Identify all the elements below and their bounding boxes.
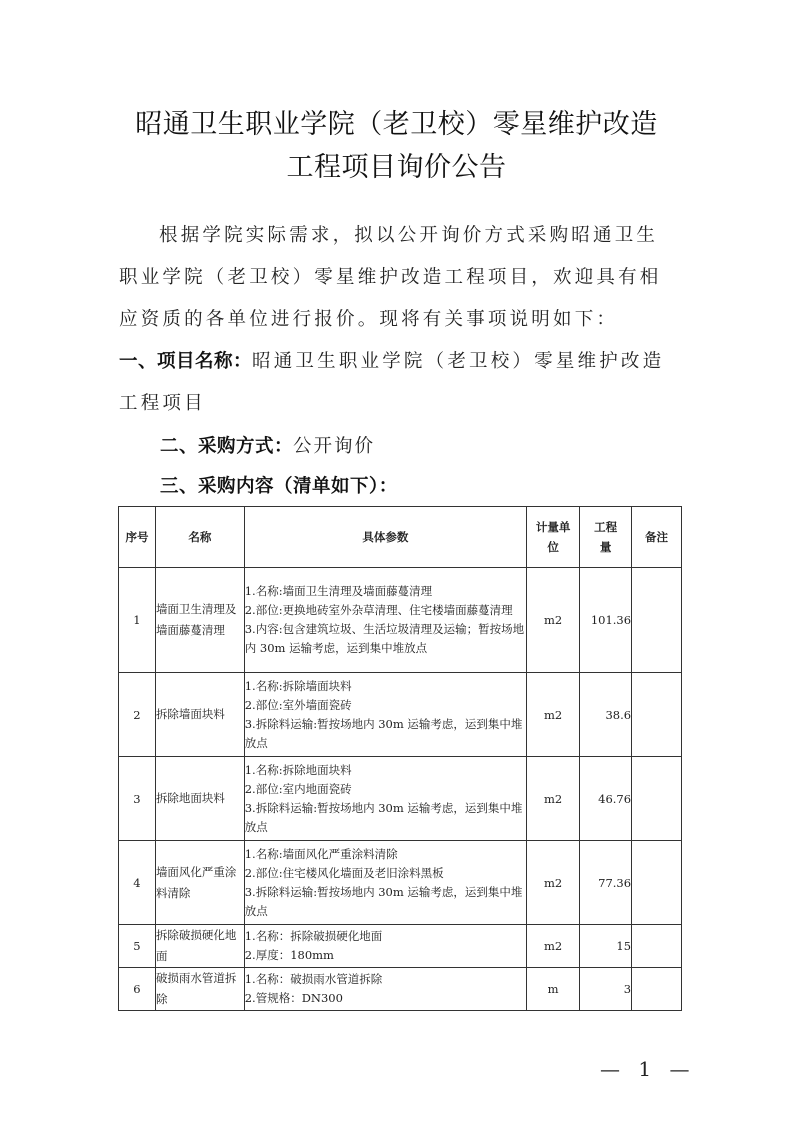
cell-name: 拆除墙面块料: [155, 673, 244, 757]
cell-params: [244, 673, 526, 757]
param-line: 1.名称:墙面卫生清理及墙面藤蔓清理: [244, 584, 433, 598]
page-number: — 1 —: [600, 1057, 696, 1081]
cell-note: [632, 568, 682, 673]
table-row: [119, 968, 682, 1011]
intro-paragraph: 根据学院实际需求，拟以公开询价方式采购昭通卫生职业学院（老卫校）零星维护改造工程项目，欢迎具有相应资质的各单位进行报价。现将有关事项说明如下：: [119, 225, 662, 330]
cell-no: 6: [119, 968, 156, 1011]
cell-params: [244, 968, 526, 1011]
cell-name: 墙面卫生清理及墙面藤蔓清理: [155, 568, 244, 673]
param-line: 2.部位:室内地面瓷砖: [244, 781, 352, 796]
header-name: 名称: [155, 507, 244, 568]
param-line: 1.名称：破损雨水管道拆除: [244, 972, 383, 986]
table-row: [119, 673, 682, 757]
param-line: 2.部位:更换地砖室外杂草清理、住宅楼墙面藤蔓清理: [244, 603, 513, 617]
cell-qty: 46.76: [580, 757, 632, 841]
cell-name: 拆除地面块料: [155, 757, 244, 841]
cell-no: 2: [119, 673, 156, 757]
cell-qty: 101.36: [580, 568, 632, 673]
procurement-table: [118, 506, 682, 1011]
cell-unit: m2: [527, 757, 580, 841]
section-heading: 二、采购方式：: [160, 436, 294, 457]
cell-unit: m2: [527, 568, 580, 673]
param-line: 1.名称:拆除墙面块料: [244, 678, 352, 693]
cell-name: 拆除破损硬化地面: [155, 925, 244, 968]
document-title-line2: 工程项目询价公告: [286, 152, 507, 183]
cell-params: [244, 568, 526, 673]
cell-note: [632, 673, 682, 757]
cell-no: 5: [119, 925, 156, 968]
table-header-row: [119, 507, 682, 568]
cell-unit: m2: [527, 925, 580, 968]
param-line: 1.名称：拆除破损硬化地面: [244, 929, 383, 943]
header-params: 具体参数: [244, 507, 526, 568]
param-line: 2.管规格：DN300: [244, 991, 343, 1005]
cell-params: [244, 757, 526, 841]
section-text: 公开询价: [293, 436, 376, 457]
cell-note: [632, 925, 682, 968]
cell-params: [244, 925, 526, 968]
table-row: [119, 568, 682, 673]
cell-params: [244, 841, 526, 925]
param-line: 2.厚度：180mm: [244, 948, 334, 962]
cell-qty: 3: [580, 968, 632, 1011]
cell-no: 3: [119, 757, 156, 841]
param-line: 2.部位:室外墙面瓷砖: [244, 697, 352, 712]
param-line: 1.名称:墙面风化严重涂料清除: [244, 846, 398, 861]
header-note: 备注: [632, 507, 682, 568]
param-line: 3.拆除料运输:暂按场地内 30m 运输考虑，运到集中堆放点: [244, 716, 523, 750]
cell-note: [632, 757, 682, 841]
table-row: [119, 757, 682, 841]
param-line: 1.名称:拆除地面块料: [244, 762, 352, 777]
document-title-line1: 昭通卫生职业学院（老卫校）零星维护改造: [135, 109, 658, 140]
param-line: 2.部位:住宅楼风化墙面及老旧涂料黑板: [244, 865, 444, 880]
section-heading: 一、项目名称：: [119, 351, 253, 372]
cell-name: 破损雨水管道拆除: [155, 968, 244, 1011]
cell-note: [632, 968, 682, 1011]
header-unit-text: 计量单位: [535, 520, 571, 554]
cell-note: [632, 841, 682, 925]
section-procurement-method: [160, 432, 375, 458]
cell-unit: m2: [527, 841, 580, 925]
header-unit: [527, 507, 580, 568]
param-line: 3.拆除料运输:暂按场地内 30m 运输考虑，运到集中堆放点: [244, 800, 523, 834]
header-no: 序号: [119, 507, 156, 568]
cell-no: 1: [119, 568, 156, 673]
param-line: 3.内容:包含建筑垃圾、生活垃圾清理及运输；暂按场地内 30m 运输考虑，运到集中堆放点: [244, 622, 525, 655]
cell-no: 4: [119, 841, 156, 925]
header-qty-text: 工程量: [594, 520, 618, 554]
param-line: 3.拆除料运输:暂按场地内 30m 运输考虑，运到集中堆放点: [244, 884, 523, 918]
section-procurement-content: [160, 472, 398, 498]
header-qty: [580, 507, 632, 568]
table-row: [119, 841, 682, 925]
table-row: [119, 925, 682, 968]
cell-qty: 38.6: [580, 673, 632, 757]
cell-unit: m2: [527, 673, 580, 757]
cell-name: 墙面风化严重涂料清除: [155, 841, 244, 925]
section-project-name: [119, 341, 679, 425]
cell-qty: 77.36: [580, 841, 632, 925]
section-heading: 三、采购内容（清单如下）：: [160, 476, 398, 497]
section-text: 昭通卫生职业学院（老卫校）零星维护改造工程项目: [119, 351, 665, 414]
cell-unit: m: [527, 968, 580, 1011]
cell-qty: 15: [580, 925, 632, 968]
